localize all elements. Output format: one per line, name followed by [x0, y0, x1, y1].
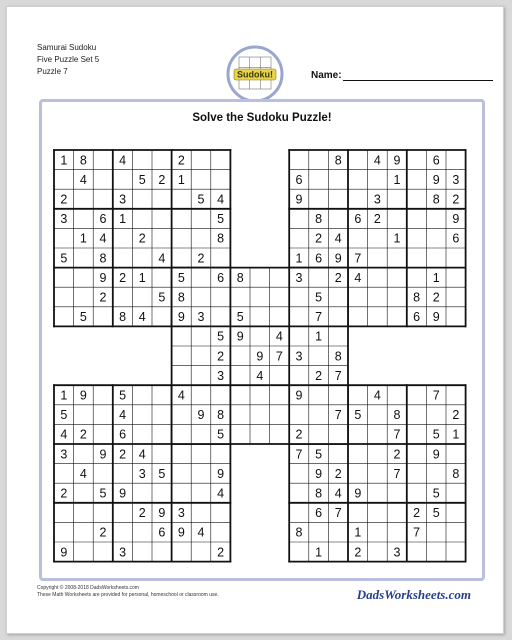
cell-value: 4: [99, 231, 107, 246]
cell-value: 1: [354, 525, 362, 540]
cell-value: 1: [393, 231, 401, 246]
cell-value: 2: [138, 231, 146, 246]
cell-value: 3: [138, 466, 146, 481]
puzzle-title: Solve the Sudoku Puzzle!: [192, 112, 332, 124]
cell-value: 4: [275, 329, 283, 344]
brand-text: DadsWorksheets.com: [356, 587, 471, 602]
cell-value: 8: [236, 270, 244, 285]
cell-value: 1: [432, 270, 440, 285]
cell-value: 4: [79, 466, 87, 481]
cell-value: 4: [119, 408, 127, 423]
cell-value: 5: [354, 408, 362, 423]
cell-value: 9: [256, 349, 264, 364]
cell-value: 9: [295, 192, 303, 207]
cell-value: 5: [432, 427, 440, 442]
cell-value: 1: [315, 329, 323, 344]
cell-value: 2: [217, 545, 225, 560]
cell-value: 6: [432, 153, 440, 168]
cell-value: 8: [432, 192, 440, 207]
cell-value: 8: [315, 486, 323, 501]
cell-value: 8: [99, 251, 107, 266]
cell-value: 6: [217, 270, 225, 285]
cell-value: 8: [334, 153, 342, 168]
copyright-text: Copyright © 2008-2018 DadsWorksheets.com: [37, 585, 139, 591]
cell-value: 9: [452, 212, 460, 227]
cell-value: 7: [334, 506, 342, 521]
cell-value: 3: [295, 270, 303, 285]
cell-value: 9: [393, 153, 401, 168]
cell-value: 8: [315, 212, 323, 227]
cell-value: 5: [60, 251, 68, 266]
cell-value: 5: [432, 486, 440, 501]
cell-value: 3: [452, 172, 460, 187]
cell-value: 4: [119, 153, 127, 168]
cell-value: 6: [99, 212, 107, 227]
cell-value: 4: [60, 427, 68, 442]
puzzle-number: Puzzle 7: [37, 67, 68, 76]
cell-value: 9: [315, 466, 323, 481]
cell-value: 2: [354, 545, 362, 560]
cell-value: 7: [413, 525, 421, 540]
cell-value: 7: [393, 466, 401, 481]
cell-value: 8: [79, 153, 87, 168]
cell-value: 2: [432, 290, 440, 305]
cell-value: 7: [334, 408, 342, 423]
cell-value: 2: [60, 486, 68, 501]
cell-value: 6: [413, 310, 421, 325]
cell-value: 5: [138, 172, 146, 187]
cell-value: 3: [197, 310, 205, 325]
cell-value: 4: [138, 310, 146, 325]
cell-value: 9: [99, 447, 107, 462]
cell-value: 9: [354, 486, 362, 501]
cell-value: 9: [158, 506, 166, 521]
cell-value: 5: [432, 506, 440, 521]
cell-value: 1: [138, 270, 146, 285]
cell-value: 9: [197, 408, 205, 423]
samurai-sudoku-grid: [42, 102, 482, 578]
cell-value: 9: [60, 545, 68, 560]
cell-value: 7: [393, 427, 401, 442]
usage-text: These Math Worksheets are provided for personal, homeschool or classroom use.: [37, 592, 219, 598]
cell-value: 9: [432, 447, 440, 462]
cell-value: 2: [79, 427, 87, 442]
cell-value: 9: [79, 388, 87, 403]
cell-value: 1: [295, 251, 303, 266]
cell-value: 2: [393, 447, 401, 462]
dadsworksheets-logo: [343, 583, 473, 605]
cell-value: 5: [158, 466, 166, 481]
cell-value: 7: [334, 368, 342, 383]
cell-value: 6: [452, 231, 460, 246]
cell-value: 6: [354, 212, 362, 227]
cell-value: 1: [177, 172, 185, 187]
cell-value: 3: [60, 212, 68, 227]
cell-value: 4: [256, 368, 264, 383]
cell-value: 2: [197, 251, 205, 266]
cell-value: 5: [158, 290, 166, 305]
cell-value: 4: [373, 153, 381, 168]
cell-value: 9: [236, 329, 244, 344]
cell-value: 2: [158, 172, 166, 187]
cell-value: 7: [432, 388, 440, 403]
cell-value: 2: [373, 212, 381, 227]
cell-value: 4: [334, 231, 342, 246]
cell-value: 8: [393, 408, 401, 423]
cell-value: 5: [79, 310, 87, 325]
cell-value: 5: [217, 212, 225, 227]
cell-value: 5: [177, 270, 185, 285]
cell-value: 3: [119, 545, 127, 560]
cell-value: 6: [119, 427, 127, 442]
cell-value: 2: [452, 192, 460, 207]
name-field[interactable]: [343, 80, 493, 81]
logo-text: Sudoku!: [237, 69, 273, 80]
cell-value: 7: [295, 447, 303, 462]
cell-value: 3: [393, 545, 401, 560]
cell-value: 8: [413, 290, 421, 305]
cell-value: 2: [452, 408, 460, 423]
cell-value: 5: [217, 427, 225, 442]
cell-value: 5: [315, 447, 323, 462]
cell-value: 4: [177, 388, 185, 403]
cell-value: 9: [177, 310, 185, 325]
cell-value: 8: [177, 290, 185, 305]
cell-value: 9: [119, 486, 127, 501]
cell-value: 8: [295, 525, 303, 540]
sudoku-badge-icon: [226, 45, 284, 103]
cell-value: 5: [236, 310, 244, 325]
cell-value: 2: [99, 525, 107, 540]
cell-value: 3: [177, 506, 185, 521]
cell-value: 3: [295, 349, 303, 364]
cell-value: 6: [158, 525, 166, 540]
cell-value: 4: [197, 525, 205, 540]
cell-value: 6: [295, 172, 303, 187]
cell-value: 5: [217, 329, 225, 344]
cell-value: 8: [452, 466, 460, 481]
cell-value: 8: [217, 408, 225, 423]
cell-value: 5: [60, 408, 68, 423]
puzzle-set: Five Puzzle Set 5: [37, 55, 100, 64]
name-label: Name:: [311, 70, 342, 81]
cell-value: 4: [79, 172, 87, 187]
cell-value: 9: [177, 525, 185, 540]
cell-value: 1: [315, 545, 323, 560]
cell-value: 4: [138, 447, 146, 462]
cell-value: 2: [217, 349, 225, 364]
cell-value: 1: [79, 231, 87, 246]
worksheet-type: Samurai Sudoku: [37, 43, 97, 52]
cell-value: 5: [99, 486, 107, 501]
cell-value: 2: [177, 153, 185, 168]
cell-value: 3: [217, 368, 225, 383]
cell-value: 2: [315, 231, 323, 246]
footer-copyright: [37, 585, 219, 599]
cell-value: 9: [295, 388, 303, 403]
cell-value: 4: [334, 486, 342, 501]
cell-value: 1: [119, 212, 127, 227]
cell-value: 5: [197, 192, 205, 207]
cell-value: 9: [432, 172, 440, 187]
cell-value: 4: [354, 270, 362, 285]
cell-value: 9: [334, 251, 342, 266]
cell-value: 2: [138, 506, 146, 521]
cell-value: 1: [60, 153, 68, 168]
cell-value: 6: [315, 251, 323, 266]
cell-value: 2: [334, 466, 342, 481]
cell-value: 4: [373, 388, 381, 403]
cell-value: 4: [217, 192, 225, 207]
cell-value: 5: [119, 388, 127, 403]
cell-value: 3: [60, 447, 68, 462]
cell-value: 9: [432, 310, 440, 325]
cell-value: 1: [393, 172, 401, 187]
cell-value: 2: [413, 506, 421, 521]
cell-value: 9: [217, 466, 225, 481]
cell-value: 8: [217, 231, 225, 246]
cell-value: 7: [275, 349, 283, 364]
cell-value: 2: [60, 192, 68, 207]
cell-value: 7: [315, 310, 323, 325]
worksheet-page: [6, 6, 504, 634]
cell-value: 1: [60, 388, 68, 403]
cell-value: 4: [158, 251, 166, 266]
cell-value: 8: [334, 349, 342, 364]
cell-value: 2: [119, 270, 127, 285]
cell-value: 2: [315, 368, 323, 383]
cell-value: 8: [119, 310, 127, 325]
cell-value: 2: [334, 270, 342, 285]
cell-value: 3: [119, 192, 127, 207]
cell-value: 3: [373, 192, 381, 207]
puzzle-panel: [39, 99, 485, 581]
cell-value: 2: [295, 427, 303, 442]
cell-value: 1: [452, 427, 460, 442]
cell-value: 2: [99, 290, 107, 305]
cell-value: 6: [315, 506, 323, 521]
cell-value: 7: [354, 251, 362, 266]
cell-value: 4: [217, 486, 225, 501]
cell-value: 9: [99, 270, 107, 285]
cell-value: 5: [315, 290, 323, 305]
cell-value: 2: [119, 447, 127, 462]
